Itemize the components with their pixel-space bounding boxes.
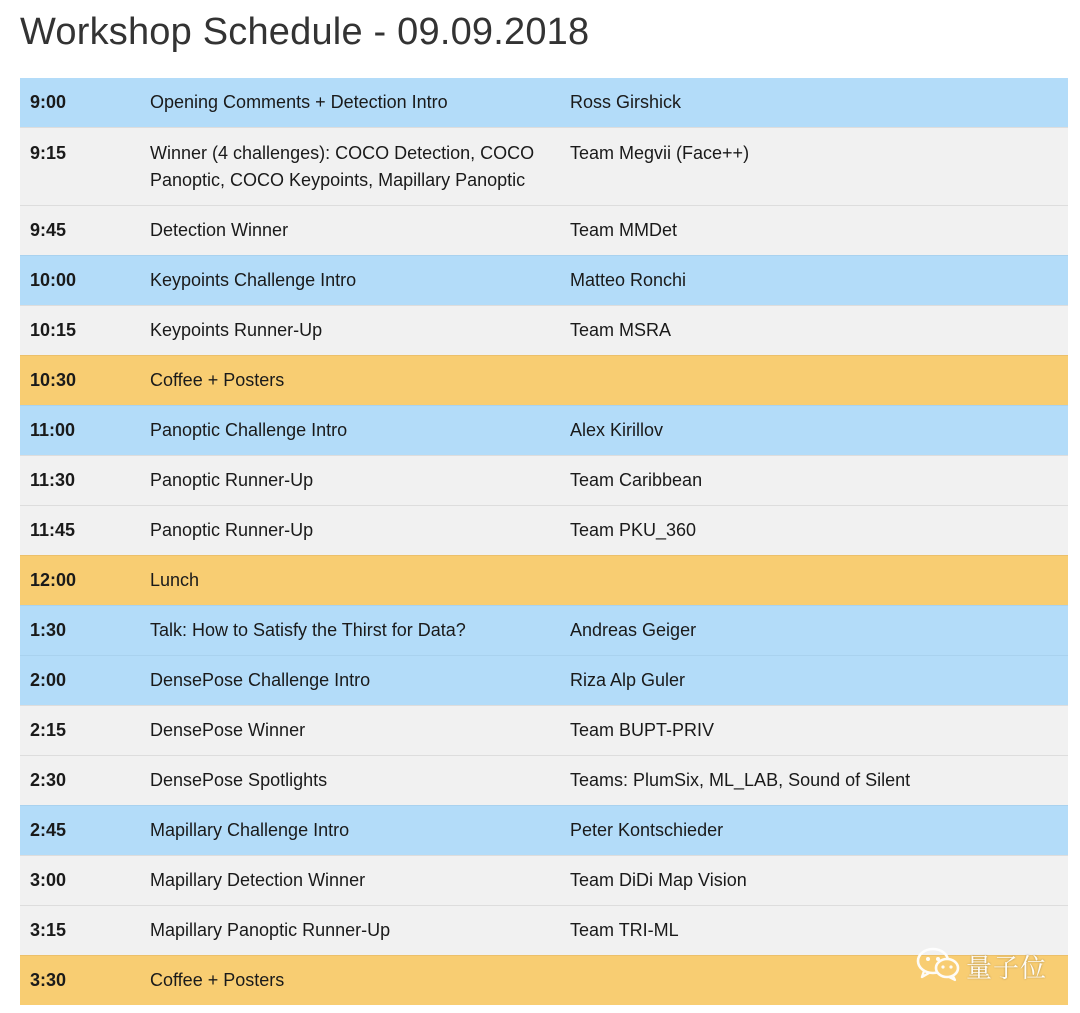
speaker-cell: Andreas Geiger [560, 606, 1068, 656]
event-cell: Keypoints Runner-Up [140, 306, 560, 356]
watermark-text: 量子位 [966, 953, 1048, 984]
event-cell: Talk: How to Satisfy the Thirst for Data? [140, 606, 560, 656]
event-cell: Detection Winner [140, 206, 560, 256]
schedule-table [20, 78, 1068, 1005]
table-row [20, 556, 1068, 606]
time-cell: 11:30 [20, 456, 140, 506]
table-row [20, 506, 1068, 556]
speaker-cell: Ross Girshick [560, 78, 1068, 128]
event-cell: Opening Comments + Detection Intro [140, 78, 560, 128]
event-cell: Lunch [140, 556, 560, 606]
time-cell: 2:30 [20, 756, 140, 806]
table-row [20, 956, 1068, 1006]
event-cell: Panoptic Challenge Intro [140, 406, 560, 456]
table-row [20, 356, 1068, 406]
table-row [20, 656, 1068, 706]
table-row [20, 206, 1068, 256]
event-cell: DensePose Spotlights [140, 756, 560, 806]
table-row [20, 706, 1068, 756]
time-cell: 11:45 [20, 506, 140, 556]
event-cell: Keypoints Challenge Intro [140, 256, 560, 306]
event-cell: DensePose Winner [140, 706, 560, 756]
table-row [20, 128, 1068, 206]
table-row [20, 906, 1068, 956]
speaker-cell: Team MMDet [560, 206, 1068, 256]
table-row [20, 306, 1068, 356]
event-cell: Mapillary Panoptic Runner-Up [140, 906, 560, 956]
watermark [916, 946, 1047, 986]
table-row [20, 756, 1068, 806]
event-cell: Panoptic Runner-Up [140, 456, 560, 506]
speaker-cell: Team Megvii (Face++) [560, 128, 1068, 206]
event-cell: Coffee + Posters [140, 356, 560, 406]
table-row [20, 456, 1068, 506]
time-cell: 10:30 [20, 356, 140, 406]
time-cell: 12:00 [20, 556, 140, 606]
time-cell: 9:15 [20, 128, 140, 206]
speaker-cell: Team BUPT-PRIV [560, 706, 1068, 756]
time-cell: 3:30 [20, 956, 140, 1006]
table-row [20, 406, 1068, 456]
event-cell: Mapillary Detection Winner [140, 856, 560, 906]
time-cell: 11:00 [20, 406, 140, 456]
event-cell: Winner (4 challenges): COCO Detection, COCO Panoptic, COCO Keypoints, Mapillary Panoptic [140, 128, 560, 206]
speaker-cell: Teams: PlumSix, ML_LAB, Sound of Silent [560, 756, 1068, 806]
speaker-cell: Peter Kontschieder [560, 806, 1068, 856]
speaker-cell: Riza Alp Guler [560, 656, 1068, 706]
page-title: Workshop Schedule - 09.09.2018 [20, 11, 590, 53]
speaker-cell: Alex Kirillov [560, 406, 1068, 456]
speaker-cell: Team MSRA [560, 306, 1068, 356]
speaker-cell: Matteo Ronchi [560, 256, 1068, 306]
time-cell: 10:15 [20, 306, 140, 356]
table-row [20, 806, 1068, 856]
speaker-cell: Team DiDi Map Vision [560, 856, 1068, 906]
time-cell: 3:15 [20, 906, 140, 956]
table-row [20, 78, 1068, 128]
speaker-cell: Team Caribbean [560, 456, 1068, 506]
time-cell: 2:00 [20, 656, 140, 706]
speaker-cell: Team TRI-ML [560, 906, 1068, 956]
time-cell: 1:30 [20, 606, 140, 656]
table-row [20, 606, 1068, 656]
event-cell: Panoptic Runner-Up [140, 506, 560, 556]
wechat-icon [916, 946, 960, 987]
time-cell: 3:00 [20, 856, 140, 906]
speaker-cell [560, 556, 1068, 606]
speaker-cell: Team PKU_360 [560, 506, 1068, 556]
speaker-cell [560, 356, 1068, 406]
event-cell: Coffee + Posters [140, 956, 560, 1006]
time-cell: 9:45 [20, 206, 140, 256]
time-cell: 9:00 [20, 78, 140, 128]
time-cell: 10:00 [20, 256, 140, 306]
table-row [20, 256, 1068, 306]
event-cell: DensePose Challenge Intro [140, 656, 560, 706]
event-cell: Mapillary Challenge Intro [140, 806, 560, 856]
time-cell: 2:45 [20, 806, 140, 856]
time-cell: 2:15 [20, 706, 140, 756]
table-row [20, 856, 1068, 906]
